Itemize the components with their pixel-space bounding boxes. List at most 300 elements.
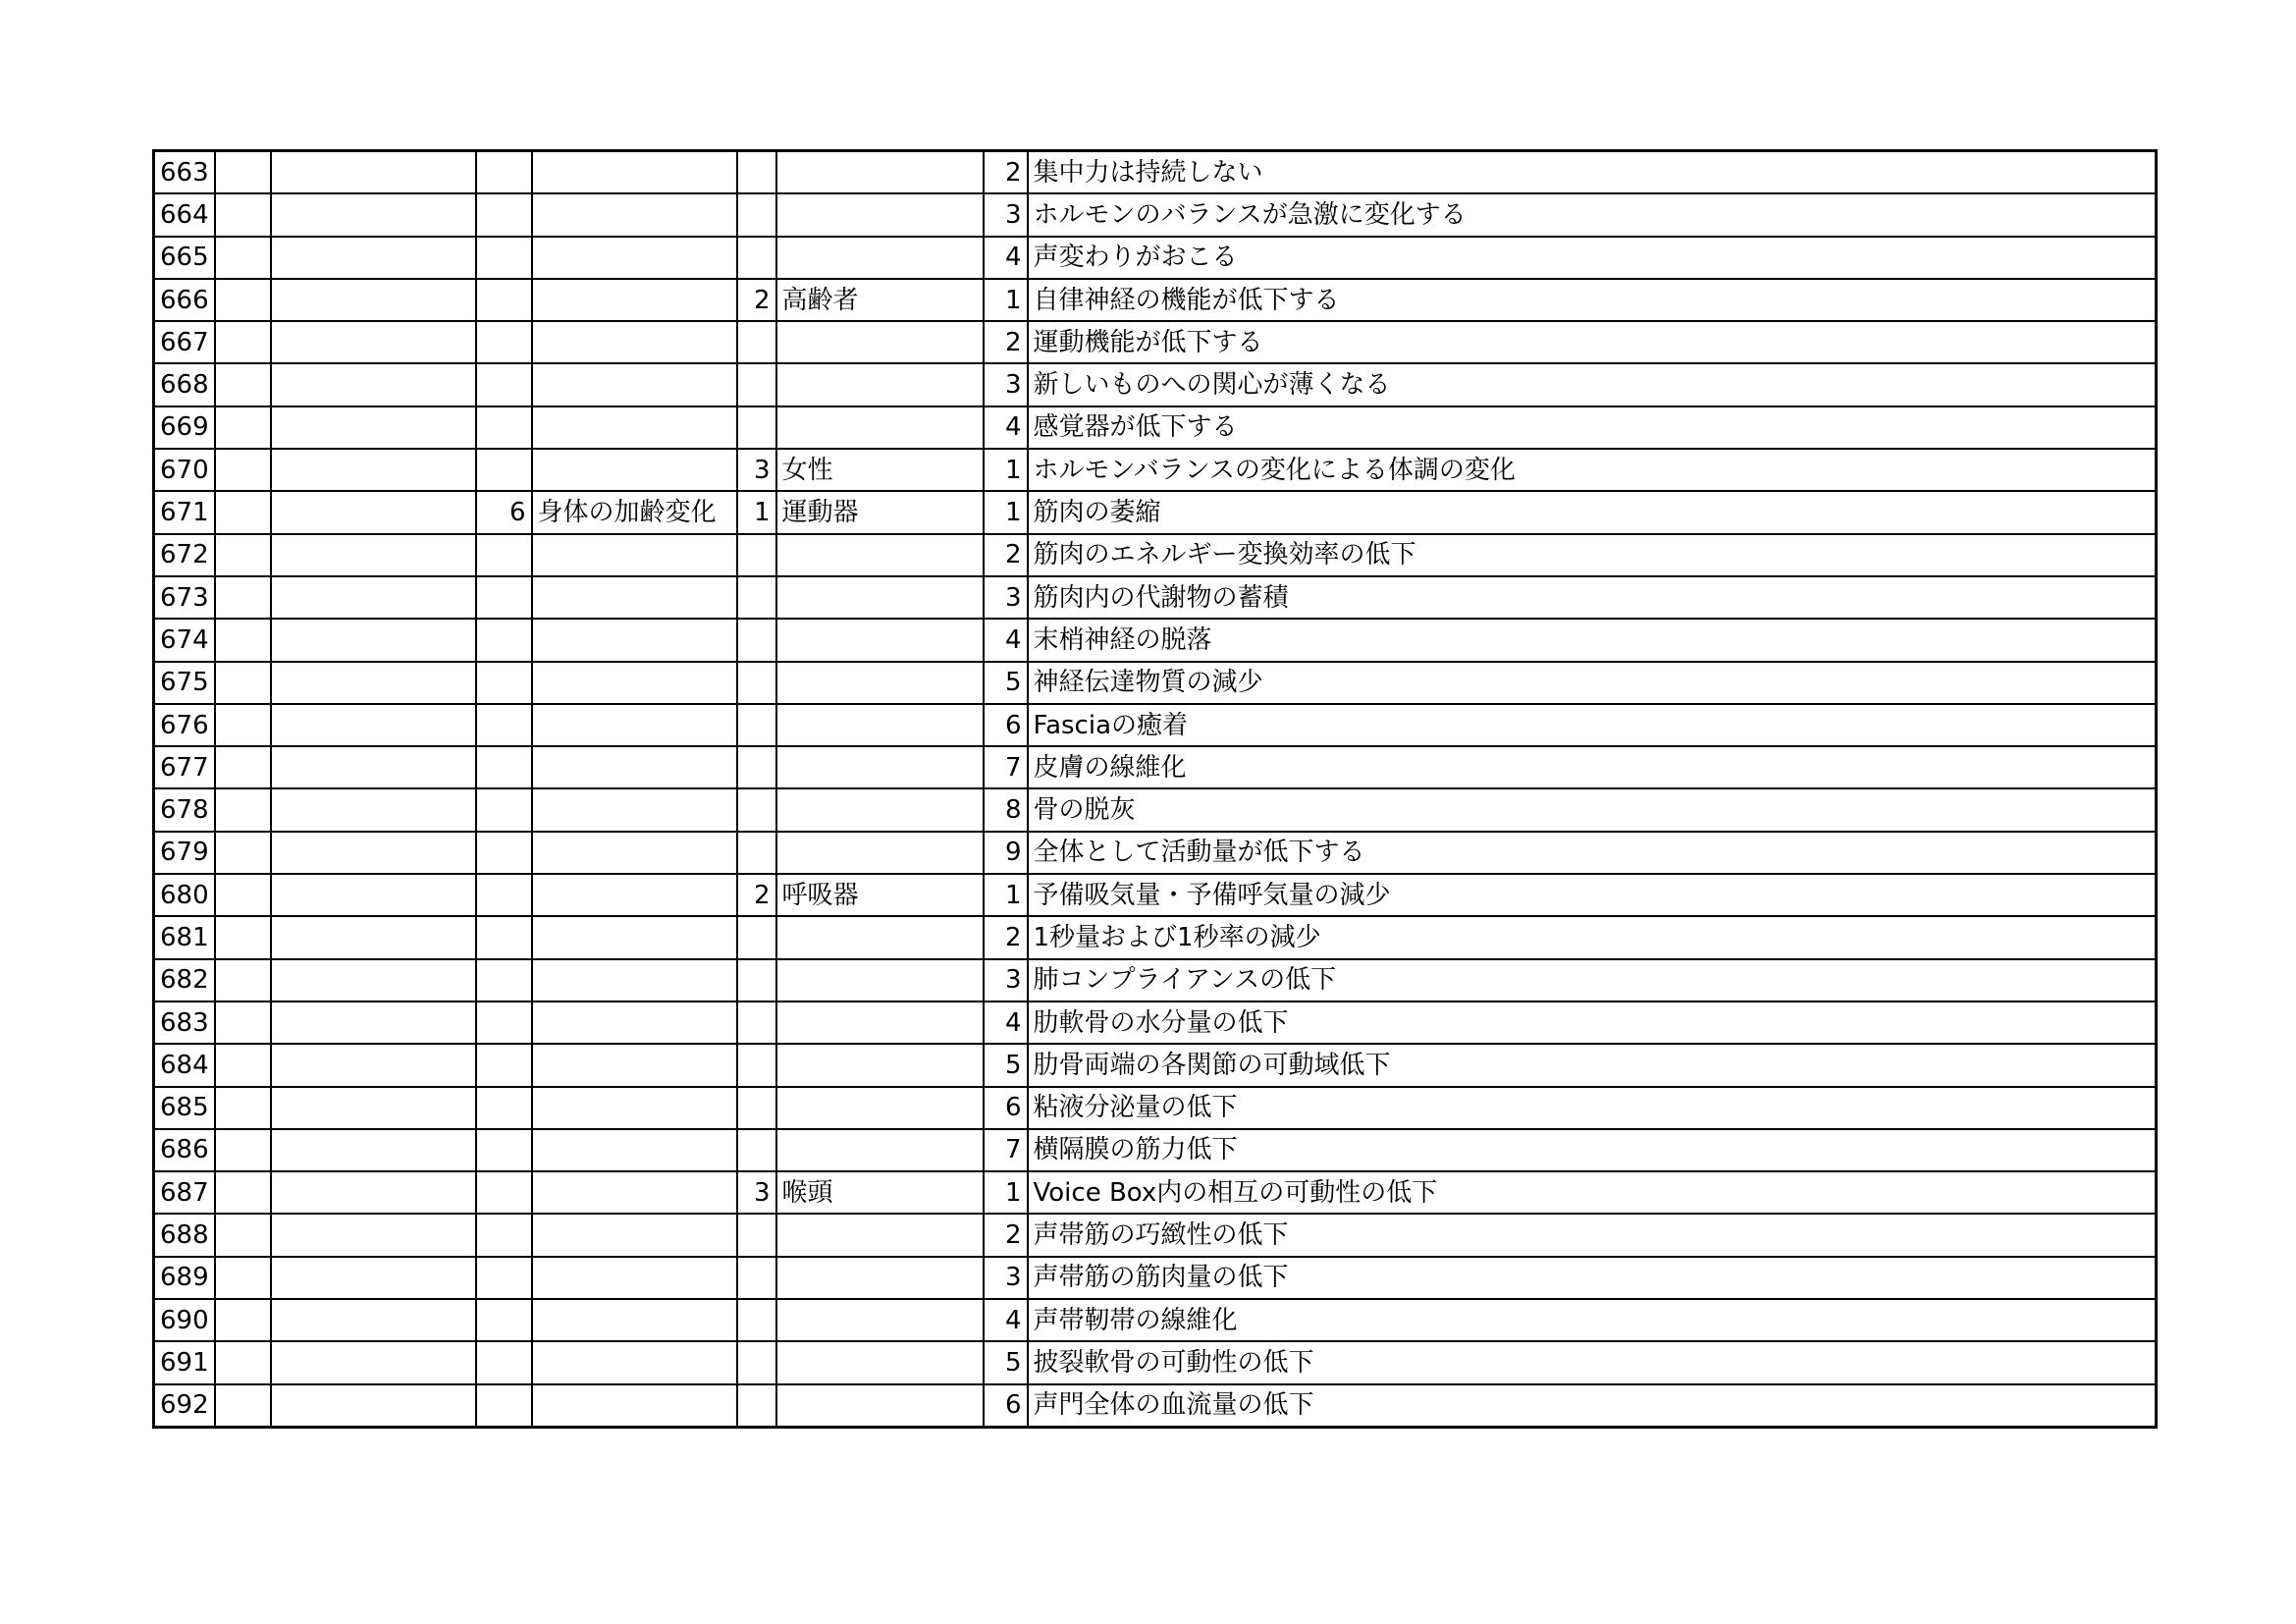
level3-number-cell: [476, 534, 532, 576]
level4-number-cell: 2: [737, 279, 776, 321]
level1-cell: [215, 1171, 271, 1214]
level4-number-cell: [737, 916, 776, 958]
level4-number-cell: [737, 1001, 776, 1044]
level4-number-cell: [737, 704, 776, 746]
row-number-cell: 689: [154, 1257, 215, 1299]
level1-cell: [215, 662, 271, 704]
row-number-cell: 687: [154, 1171, 215, 1214]
item-number-cell: 2: [984, 916, 1028, 958]
level2-cell: [271, 1171, 476, 1214]
level1-cell: [215, 321, 271, 363]
level2-cell: [271, 746, 476, 788]
item-text-cell: 運動機能が低下する: [1028, 321, 2157, 363]
row-number-cell: 675: [154, 662, 215, 704]
level4-label-cell: [776, 1341, 984, 1383]
item-text-cell: 声帯筋の巧緻性の低下: [1028, 1214, 2157, 1256]
level2-cell: [271, 1257, 476, 1299]
level3-number-cell: [476, 1214, 532, 1256]
row-number-cell: 692: [154, 1384, 215, 1428]
item-text-cell: 披裂軟骨の可動性の低下: [1028, 1341, 2157, 1383]
level4-number-cell: [737, 746, 776, 788]
row-number-cell: 667: [154, 321, 215, 363]
level1-cell: [215, 959, 271, 1001]
level4-number-cell: 2: [737, 874, 776, 916]
row-number-cell: 663: [154, 151, 215, 194]
level1-cell: [215, 1044, 271, 1086]
level4-label-cell: [776, 1257, 984, 1299]
item-text-cell: 声門全体の血流量の低下: [1028, 1384, 2157, 1428]
row-number-cell: 671: [154, 491, 215, 533]
level4-number-cell: [737, 151, 776, 194]
item-number-cell: 3: [984, 193, 1028, 236]
level3-label-cell: [532, 1001, 737, 1044]
table-row: [154, 151, 2157, 194]
level3-number-cell: 6: [476, 491, 532, 533]
level4-number-cell: [737, 662, 776, 704]
level3-label-cell: [532, 576, 737, 619]
table-row: [154, 832, 2157, 874]
table-row: [154, 1299, 2157, 1341]
level3-number-cell: [476, 746, 532, 788]
item-text-cell: 声帯靭帯の線維化: [1028, 1299, 2157, 1341]
level4-label-cell: 呼吸器: [776, 874, 984, 916]
level3-label-cell: [532, 237, 737, 279]
level3-label-cell: [532, 1257, 737, 1299]
level4-number-cell: [737, 406, 776, 449]
row-number-cell: 680: [154, 874, 215, 916]
item-number-cell: 7: [984, 746, 1028, 788]
level4-label-cell: [776, 619, 984, 661]
table-row: [154, 619, 2157, 661]
table-body: [154, 151, 2157, 1428]
level3-label-cell: [532, 662, 737, 704]
item-text-cell: 肺コンプライアンスの低下: [1028, 959, 2157, 1001]
level3-number-cell: [476, 237, 532, 279]
level3-label-cell: [532, 193, 737, 236]
table-row: [154, 1044, 2157, 1086]
level2-cell: [271, 874, 476, 916]
level1-cell: [215, 279, 271, 321]
level1-cell: [215, 193, 271, 236]
item-number-cell: 6: [984, 1087, 1028, 1129]
level4-label-cell: 高齢者: [776, 279, 984, 321]
item-text-cell: 全体として活動量が低下する: [1028, 832, 2157, 874]
level3-number-cell: [476, 1384, 532, 1428]
item-number-cell: 4: [984, 1001, 1028, 1044]
level1-cell: [215, 746, 271, 788]
item-number-cell: 9: [984, 832, 1028, 874]
table-row: [154, 279, 2157, 321]
level2-cell: [271, 449, 476, 491]
row-number-cell: 669: [154, 406, 215, 449]
table-row: [154, 406, 2157, 449]
item-number-cell: 1: [984, 1171, 1028, 1214]
item-number-cell: 6: [984, 1384, 1028, 1428]
item-number-cell: 3: [984, 363, 1028, 406]
level3-number-cell: [476, 1341, 532, 1383]
level2-cell: [271, 832, 476, 874]
level2-cell: [271, 193, 476, 236]
level1-cell: [215, 916, 271, 958]
level4-label-cell: [776, 704, 984, 746]
level4-label-cell: [776, 1384, 984, 1428]
table-row: [154, 449, 2157, 491]
level4-label-cell: [776, 746, 984, 788]
level4-label-cell: [776, 534, 984, 576]
level1-cell: [215, 491, 271, 533]
level4-label-cell: [776, 321, 984, 363]
table-row: [154, 704, 2157, 746]
table-row: [154, 534, 2157, 576]
table-row: [154, 1129, 2157, 1171]
table-row: [154, 237, 2157, 279]
level1-cell: [215, 237, 271, 279]
level3-number-cell: [476, 788, 532, 831]
level1-cell: [215, 1129, 271, 1171]
item-number-cell: 2: [984, 151, 1028, 194]
table-row: [154, 1384, 2157, 1428]
level2-cell: [271, 1214, 476, 1256]
level4-label-cell: [776, 576, 984, 619]
table-row: [154, 874, 2157, 916]
row-number-cell: 690: [154, 1299, 215, 1341]
row-number-cell: 676: [154, 704, 215, 746]
level3-label-cell: [532, 788, 737, 831]
level2-cell: [271, 916, 476, 958]
row-number-cell: 664: [154, 193, 215, 236]
level4-label-cell: [776, 193, 984, 236]
level2-cell: [271, 1299, 476, 1341]
table-row: [154, 193, 2157, 236]
item-number-cell: 1: [984, 279, 1028, 321]
level1-cell: [215, 1341, 271, 1383]
level3-label-cell: [532, 406, 737, 449]
item-number-cell: 1: [984, 449, 1028, 491]
level1-cell: [215, 832, 271, 874]
item-text-cell: 肋骨両端の各関節の可動域低下: [1028, 1044, 2157, 1086]
table-row: [154, 662, 2157, 704]
level4-label-cell: 喉頭: [776, 1171, 984, 1214]
row-number-cell: 673: [154, 576, 215, 619]
level3-label-cell: [532, 916, 737, 958]
row-number-cell: 685: [154, 1087, 215, 1129]
level3-number-cell: [476, 279, 532, 321]
level3-number-cell: [476, 193, 532, 236]
level4-number-cell: [737, 1299, 776, 1341]
table-row: [154, 576, 2157, 619]
level2-cell: [271, 959, 476, 1001]
item-number-cell: 2: [984, 1214, 1028, 1256]
item-text-cell: 筋肉のエネルギー変換効率の低下: [1028, 534, 2157, 576]
level2-cell: [271, 576, 476, 619]
item-text-cell: ホルモンバランスの変化による体調の変化: [1028, 449, 2157, 491]
item-text-cell: 横隔膜の筋力低下: [1028, 1129, 2157, 1171]
table-row: [154, 959, 2157, 1001]
row-number-cell: 681: [154, 916, 215, 958]
row-number-cell: 682: [154, 959, 215, 1001]
item-text-cell: 自律神経の機能が低下する: [1028, 279, 2157, 321]
item-number-cell: 4: [984, 619, 1028, 661]
item-text-cell: 神経伝達物質の減少: [1028, 662, 2157, 704]
level3-number-cell: [476, 1001, 532, 1044]
level4-number-cell: 3: [737, 449, 776, 491]
level4-label-cell: [776, 406, 984, 449]
level4-number-cell: [737, 193, 776, 236]
level4-label-cell: [776, 832, 984, 874]
level3-number-cell: [476, 1299, 532, 1341]
level2-cell: [271, 662, 476, 704]
table-row: [154, 746, 2157, 788]
table-row: [154, 491, 2157, 533]
level3-label-cell: [532, 832, 737, 874]
item-text-cell: Voice Box内の相互の可動性の低下: [1028, 1171, 2157, 1214]
table-row: [154, 916, 2157, 958]
level2-cell: [271, 619, 476, 661]
level4-number-cell: [737, 576, 776, 619]
level1-cell: [215, 406, 271, 449]
level4-label-cell: [776, 959, 984, 1001]
level3-label-cell: [532, 1214, 737, 1256]
level2-cell: [271, 1341, 476, 1383]
item-text-cell: 感覚器が低下する: [1028, 406, 2157, 449]
level4-number-cell: [737, 321, 776, 363]
table-row: [154, 1257, 2157, 1299]
item-number-cell: 5: [984, 1341, 1028, 1383]
level1-cell: [215, 1001, 271, 1044]
item-number-cell: 2: [984, 534, 1028, 576]
level4-label-cell: [776, 237, 984, 279]
level3-number-cell: [476, 662, 532, 704]
row-number-cell: 674: [154, 619, 215, 661]
row-number-cell: 678: [154, 788, 215, 831]
level3-number-cell: [476, 151, 532, 194]
level3-number-cell: [476, 576, 532, 619]
level3-label-cell: [532, 363, 737, 406]
item-number-cell: 5: [984, 662, 1028, 704]
row-number-cell: 665: [154, 237, 215, 279]
level2-cell: [271, 151, 476, 194]
level1-cell: [215, 576, 271, 619]
item-text-cell: 筋肉の萎縮: [1028, 491, 2157, 533]
item-text-cell: 1秒量および1秒率の減少: [1028, 916, 2157, 958]
level3-number-cell: [476, 1044, 532, 1086]
level2-cell: [271, 321, 476, 363]
level1-cell: [215, 1087, 271, 1129]
item-number-cell: 1: [984, 874, 1028, 916]
row-number-cell: 688: [154, 1214, 215, 1256]
level4-number-cell: [737, 534, 776, 576]
row-number-cell: 672: [154, 534, 215, 576]
item-text-cell: 予備吸気量・予備呼気量の減少: [1028, 874, 2157, 916]
item-text-cell: 声帯筋の筋肉量の低下: [1028, 1257, 2157, 1299]
level3-number-cell: [476, 832, 532, 874]
level4-label-cell: [776, 916, 984, 958]
level3-number-cell: [476, 704, 532, 746]
level4-label-cell: [776, 1214, 984, 1256]
level3-number-cell: [476, 363, 532, 406]
item-text-cell: 声変わりがおこる: [1028, 237, 2157, 279]
level2-cell: [271, 1044, 476, 1086]
row-number-cell: 686: [154, 1129, 215, 1171]
level4-number-cell: [737, 1087, 776, 1129]
level3-label-cell: [532, 1384, 737, 1428]
row-number-cell: 668: [154, 363, 215, 406]
level3-number-cell: [476, 959, 532, 1001]
level1-cell: [215, 449, 271, 491]
level3-label-cell: 身体の加齢変化: [532, 491, 737, 533]
item-text-cell: 粘液分泌量の低下: [1028, 1087, 2157, 1129]
level3-label-cell: [532, 959, 737, 1001]
level2-cell: [271, 788, 476, 831]
item-text-cell: 集中力は持続しない: [1028, 151, 2157, 194]
level3-number-cell: [476, 916, 532, 958]
item-number-cell: 6: [984, 704, 1028, 746]
item-number-cell: 8: [984, 788, 1028, 831]
item-number-cell: 4: [984, 406, 1028, 449]
level4-label-cell: [776, 1001, 984, 1044]
item-text-cell: 皮膚の線維化: [1028, 746, 2157, 788]
level3-label-cell: [532, 1129, 737, 1171]
item-number-cell: 5: [984, 1044, 1028, 1086]
item-text-cell: 新しいものへの関心が薄くなる: [1028, 363, 2157, 406]
row-number-cell: 679: [154, 832, 215, 874]
level1-cell: [215, 874, 271, 916]
level3-label-cell: [532, 279, 737, 321]
item-number-cell: 4: [984, 237, 1028, 279]
item-text-cell: 肋軟骨の水分量の低下: [1028, 1001, 2157, 1044]
level3-label-cell: [532, 1171, 737, 1214]
item-text-cell: 末梢神経の脱落: [1028, 619, 2157, 661]
level4-label-cell: [776, 1299, 984, 1341]
level4-label-cell: [776, 788, 984, 831]
level1-cell: [215, 1384, 271, 1428]
row-number-cell: 691: [154, 1341, 215, 1383]
level4-label-cell: [776, 363, 984, 406]
level3-label-cell: [532, 151, 737, 194]
level4-label-cell: 女性: [776, 449, 984, 491]
level3-number-cell: [476, 1257, 532, 1299]
table-row: [154, 788, 2157, 831]
level4-number-cell: 1: [737, 491, 776, 533]
level2-cell: [271, 237, 476, 279]
level1-cell: [215, 1257, 271, 1299]
level3-number-cell: [476, 449, 532, 491]
level1-cell: [215, 619, 271, 661]
level4-label-cell: [776, 151, 984, 194]
table-row: [154, 1087, 2157, 1129]
level3-number-cell: [476, 321, 532, 363]
level2-cell: [271, 534, 476, 576]
level2-cell: [271, 279, 476, 321]
level3-label-cell: [532, 619, 737, 661]
level2-cell: [271, 704, 476, 746]
level4-number-cell: [737, 788, 776, 831]
item-text-cell: 筋肉内の代謝物の蓄積: [1028, 576, 2157, 619]
level2-cell: [271, 1384, 476, 1428]
row-number-cell: 666: [154, 279, 215, 321]
level4-label-cell: [776, 1087, 984, 1129]
level1-cell: [215, 788, 271, 831]
level2-cell: [271, 1129, 476, 1171]
item-number-cell: 4: [984, 1299, 1028, 1341]
level4-number-cell: [737, 1044, 776, 1086]
level3-number-cell: [476, 619, 532, 661]
level4-number-cell: [737, 1257, 776, 1299]
item-text-cell: ホルモンのバランスが急激に変化する: [1028, 193, 2157, 236]
level4-number-cell: [737, 619, 776, 661]
item-number-cell: 1: [984, 491, 1028, 533]
level4-label-cell: [776, 1129, 984, 1171]
level1-cell: [215, 704, 271, 746]
data-table: [152, 149, 2158, 1429]
level1-cell: [215, 1299, 271, 1341]
level4-number-cell: [737, 1341, 776, 1383]
level4-number-cell: [737, 237, 776, 279]
level3-number-cell: [476, 1171, 532, 1214]
item-number-cell: 7: [984, 1129, 1028, 1171]
table-row: [154, 1341, 2157, 1383]
table-row: [154, 1171, 2157, 1214]
table-row: [154, 1214, 2157, 1256]
level1-cell: [215, 534, 271, 576]
level2-cell: [271, 406, 476, 449]
level4-number-cell: [737, 959, 776, 1001]
level3-label-cell: [532, 1087, 737, 1129]
item-number-cell: 3: [984, 959, 1028, 1001]
level3-number-cell: [476, 1087, 532, 1129]
level3-label-cell: [532, 704, 737, 746]
level4-number-cell: [737, 1129, 776, 1171]
level3-label-cell: [532, 746, 737, 788]
row-number-cell: 683: [154, 1001, 215, 1044]
table-row: [154, 321, 2157, 363]
level3-label-cell: [532, 321, 737, 363]
item-number-cell: 2: [984, 321, 1028, 363]
level3-number-cell: [476, 406, 532, 449]
level4-number-cell: [737, 832, 776, 874]
level4-label-cell: [776, 662, 984, 704]
level4-label-cell: 運動器: [776, 491, 984, 533]
level4-label-cell: [776, 1044, 984, 1086]
item-number-cell: 3: [984, 1257, 1028, 1299]
item-text-cell: 骨の脱灰: [1028, 788, 2157, 831]
level1-cell: [215, 151, 271, 194]
level3-label-cell: [532, 449, 737, 491]
level4-number-cell: [737, 363, 776, 406]
row-number-cell: 670: [154, 449, 215, 491]
level3-label-cell: [532, 874, 737, 916]
level4-number-cell: [737, 1214, 776, 1256]
level3-number-cell: [476, 1129, 532, 1171]
level3-label-cell: [532, 1044, 737, 1086]
row-number-cell: 684: [154, 1044, 215, 1086]
level3-label-cell: [532, 534, 737, 576]
item-text-cell: Fasciaの癒着: [1028, 704, 2157, 746]
level4-number-cell: [737, 1384, 776, 1428]
level3-number-cell: [476, 874, 532, 916]
level4-number-cell: 3: [737, 1171, 776, 1214]
level2-cell: [271, 491, 476, 533]
level1-cell: [215, 363, 271, 406]
row-number-cell: 677: [154, 746, 215, 788]
table-row: [154, 363, 2157, 406]
level2-cell: [271, 363, 476, 406]
level3-label-cell: [532, 1299, 737, 1341]
level3-label-cell: [532, 1341, 737, 1383]
table-row: [154, 1001, 2157, 1044]
level2-cell: [271, 1087, 476, 1129]
item-number-cell: 3: [984, 576, 1028, 619]
